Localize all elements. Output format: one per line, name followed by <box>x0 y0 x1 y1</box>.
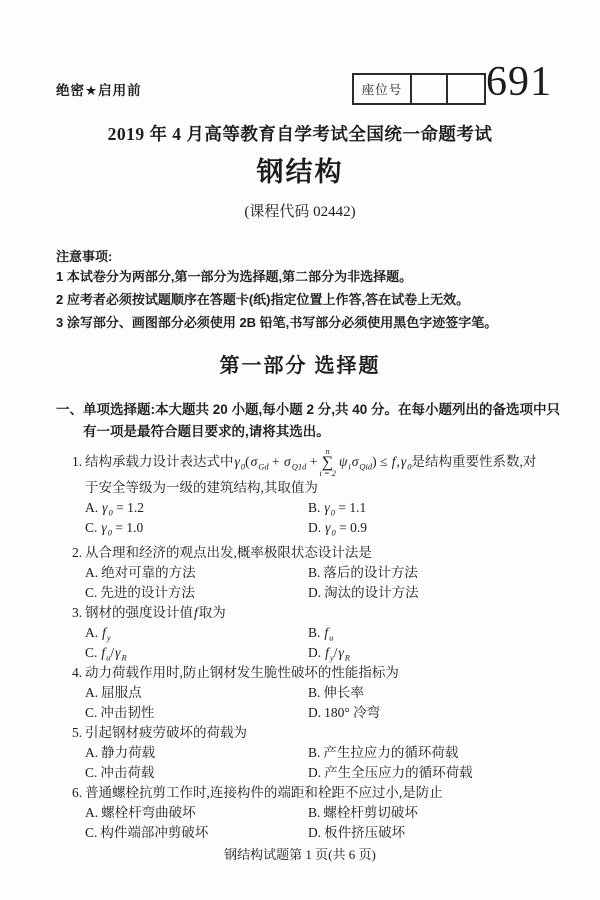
part1-heading: 第一部分 选择题 <box>219 355 381 377</box>
option-b <box>308 563 600 583</box>
option-label: B. <box>308 684 321 700</box>
paper-number: 691 <box>486 59 552 105</box>
option-d <box>308 643 600 663</box>
option-label: D. <box>308 764 322 780</box>
option-d <box>308 583 600 603</box>
option-c <box>85 763 308 783</box>
intro-line1: 一、单项选择题:本大题共 20 小题,每小题 2 分,共 40 分。在每小题列出的备选项中只 <box>56 402 561 417</box>
option-text: 落后的设计方法 <box>323 564 418 580</box>
question-1-stem <box>72 447 600 478</box>
question-6-options <box>85 803 600 843</box>
question-4 <box>72 663 600 723</box>
option-c <box>85 583 308 603</box>
option-label: A. <box>85 744 99 760</box>
stem-text: 动力荷载作用时,防止钢材发生脆性破坏的性能指标为 <box>85 664 399 680</box>
option-text: 屈服点 <box>101 684 142 700</box>
option-label: B. <box>308 499 321 515</box>
question-number: 1. <box>72 454 83 470</box>
option-a <box>85 803 308 823</box>
seat-number-box <box>352 73 486 105</box>
stem-text: 从合理和经济的观点出发,概率极限状态设计法是 <box>85 544 372 560</box>
option-d <box>308 763 600 783</box>
option-label: D. <box>308 704 322 720</box>
stem-text: 普通螺栓抗剪工作时,连接构件的端距和栓距不应过小,是防止 <box>85 784 443 800</box>
option-c <box>85 703 308 723</box>
option-label: D. <box>308 584 322 600</box>
sum-lower-limit: i = 2 <box>319 468 336 479</box>
question-5 <box>72 723 600 783</box>
option-text: $\gamma_0 = 1.2$ <box>102 499 144 518</box>
option-text: 构件端部冲剪破坏 <box>100 824 209 840</box>
sum-upper-limit: n <box>325 446 330 456</box>
option-label: C. <box>85 824 98 840</box>
option-a <box>85 498 308 518</box>
sigma-icon: ∑ <box>321 453 334 471</box>
notice-section <box>56 249 546 334</box>
option-text: 螺栓杆弯曲破坏 <box>101 804 196 820</box>
question-list <box>72 447 600 843</box>
page-footer: 钢结构试题第 1 页(共 6 页) <box>224 846 376 862</box>
option-text: 产生拉应力的循环荷载 <box>323 744 459 760</box>
option-label: B. <box>308 564 321 580</box>
option-text: 静力荷载 <box>101 744 156 760</box>
question-1-stem-line2: 于安全等级为一级的建筑结构,其取值为 <box>85 479 318 495</box>
option-text: $\gamma_0 = 1.0$ <box>101 519 144 538</box>
subject-title: 钢结构 <box>256 157 344 187</box>
option-text: $f_u$ <box>324 624 334 643</box>
option-text: $f_y$ <box>102 624 111 643</box>
question-5-stem <box>72 723 600 743</box>
question-6-stem <box>72 783 600 803</box>
option-c <box>85 518 308 538</box>
summation-symbol <box>319 447 336 478</box>
option-label: C. <box>85 764 98 780</box>
question-3-stem <box>72 603 600 623</box>
option-a <box>85 623 308 643</box>
option-d <box>308 703 600 723</box>
option-a <box>85 743 308 763</box>
classification-label: 绝密★启用前 <box>56 83 142 98</box>
question-number: 6. <box>72 784 83 800</box>
option-label: A. <box>85 499 99 515</box>
notice-heading: 注意事项: <box>56 249 113 264</box>
option-a <box>85 563 308 583</box>
seat-cell-2 <box>448 75 484 103</box>
option-text: 冲击韧性 <box>100 704 155 720</box>
stem-text: 钢材的强度设计值f取为 <box>85 604 226 620</box>
option-text: $\gamma_0 = 1.1$ <box>324 499 367 518</box>
option-b <box>308 623 600 643</box>
question-number: 2. <box>72 544 83 560</box>
question-number: 3. <box>72 604 83 620</box>
question-2-options <box>85 563 600 603</box>
option-label: D. <box>308 644 322 660</box>
seat-cell-1 <box>412 75 448 103</box>
option-label: D. <box>308 824 322 840</box>
question-6 <box>72 783 600 843</box>
question-number: 4. <box>72 664 83 680</box>
option-label: C. <box>85 644 98 660</box>
question-5-options <box>85 743 600 783</box>
option-b <box>308 498 600 518</box>
option-text: $\gamma_0 = 0.9$ <box>325 519 367 538</box>
option-b <box>308 743 600 763</box>
option-label: B. <box>308 744 321 760</box>
notice-item-2: 2 应考者必须按试题顺序在答题卡(纸)指定位置上作答,答在试卷上无效。 <box>56 292 470 307</box>
option-text: 板件挤压破坏 <box>324 824 406 840</box>
question-1-options <box>85 498 600 538</box>
option-c <box>85 643 308 663</box>
main-content <box>0 124 600 863</box>
option-label: B. <box>308 624 321 640</box>
option-label: A. <box>85 684 99 700</box>
option-text: 产生全压应力的循环荷载 <box>324 764 473 780</box>
section-intro <box>56 399 600 443</box>
option-c <box>85 823 308 843</box>
option-label: C. <box>85 704 98 720</box>
question-number: 5. <box>72 724 83 740</box>
stem-text: 是结构重要性系数,对 <box>411 454 537 470</box>
formula-left: $\gamma_0(\sigma_{Gd} + \sigma_{Q1d}$ + <box>234 454 318 472</box>
stem-text: 引起钢材疲劳破坏的荷载为 <box>85 724 247 740</box>
option-text: 先进的设计方法 <box>100 584 195 600</box>
option-text: 绝对可靠的方法 <box>101 564 196 580</box>
option-text: 伸长率 <box>323 684 364 700</box>
option-label: A. <box>85 564 99 580</box>
option-b <box>308 803 600 823</box>
notice-item-1: 1 本试卷分为两部分,第一部分为选择题,第二部分为非选择题。 <box>56 269 413 284</box>
question-4-stem <box>72 663 600 683</box>
option-label: A. <box>85 804 99 820</box>
course-code: (课程代码 02442) <box>244 204 356 220</box>
option-text: $f_u/\gamma_R$ <box>101 644 127 663</box>
question-1 <box>72 447 600 538</box>
option-label: D. <box>308 519 322 535</box>
option-label: C. <box>85 519 98 535</box>
formula-right: $\psi_i\sigma_{Qid}) \le f,\gamma_0$ <box>338 454 412 472</box>
option-label: B. <box>308 804 321 820</box>
question-4-options <box>85 683 600 723</box>
option-text: 冲击荷载 <box>100 764 155 780</box>
question-2-stem <box>72 543 600 563</box>
question-3 <box>72 603 600 663</box>
question-2 <box>72 543 600 603</box>
option-text: 淘汰的设计方法 <box>324 584 419 600</box>
seat-label: 座位号 <box>354 75 412 103</box>
option-d <box>308 823 600 843</box>
notice-item-3: 3 涂写部分、画图部分必须使用 2B 铅笔,书写部分必须使用黑色字迹签字笔。 <box>56 315 498 330</box>
exam-title: 2019 年 4 月高等教育自学考试全国统一命题考试 <box>107 124 493 144</box>
option-label: C. <box>85 584 98 600</box>
option-text: $f_y/\gamma_R$ <box>325 644 350 663</box>
option-label: A. <box>85 624 99 640</box>
intro-line2: 有一项是最符合题目要求的,请将其选出。 <box>83 424 330 439</box>
option-d <box>308 518 600 538</box>
option-b <box>308 683 600 703</box>
question-3-options <box>85 623 600 663</box>
option-a <box>85 683 308 703</box>
stem-text: 结构承载力设计表达式中 <box>85 454 234 470</box>
option-text: 180° 冷弯 <box>324 704 381 720</box>
option-text: 螺栓杆剪切破坏 <box>323 804 418 820</box>
